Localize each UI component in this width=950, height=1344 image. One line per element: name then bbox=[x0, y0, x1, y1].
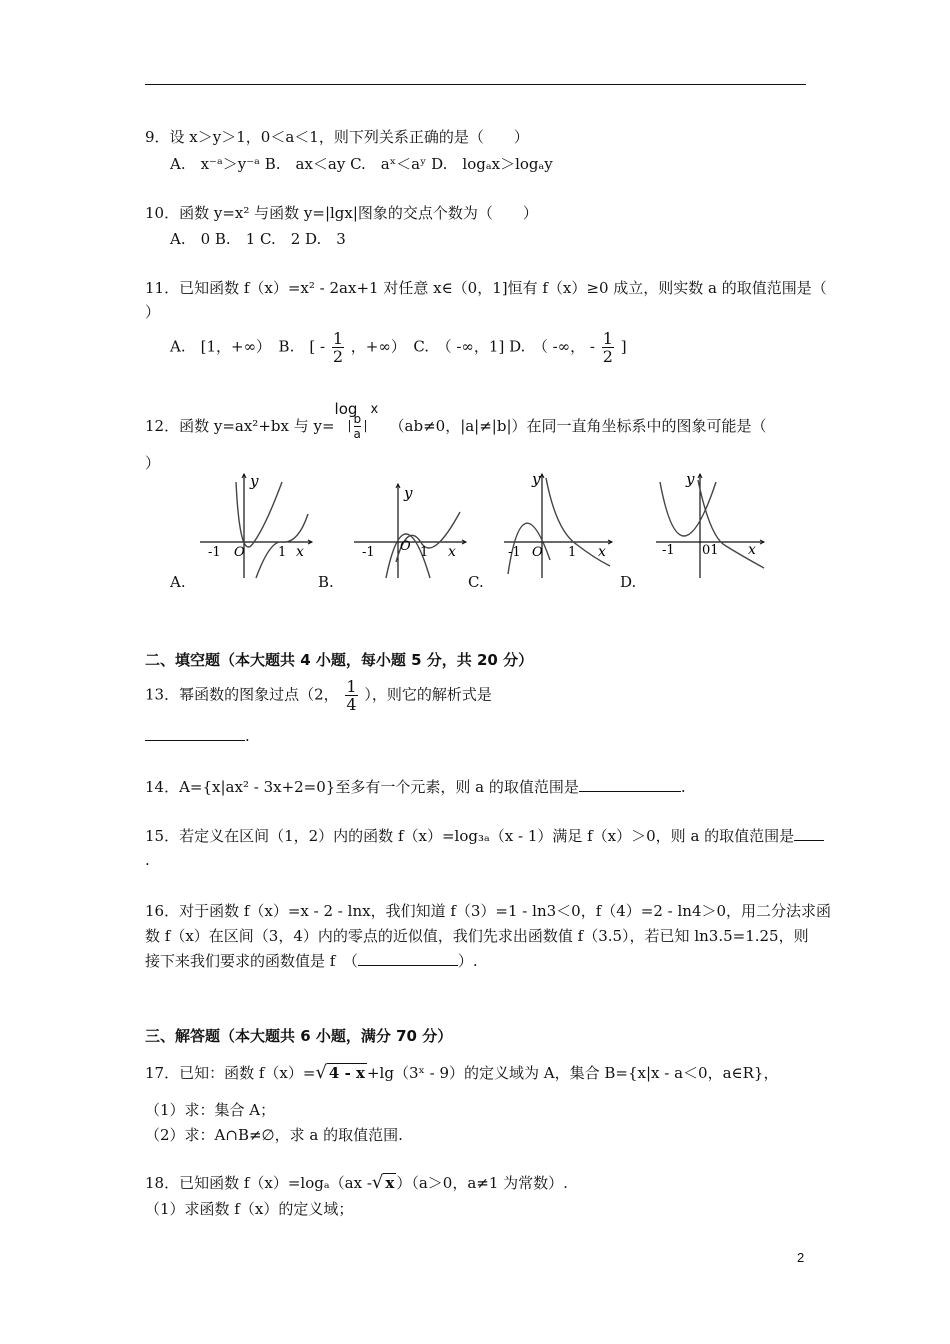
q16-blank bbox=[358, 951, 458, 966]
q17-part-2: （2）求：A∩B≠∅，求 a 的取值范围. bbox=[145, 1126, 403, 1144]
q16-line-2: 数 f（x）在区间（3，4）内的零点的近似值，我们先求出函数值 f（3.5），若已知 ln3.5=1.25，则 bbox=[145, 927, 809, 945]
label-x: x bbox=[448, 544, 456, 560]
q11-half-fraction bbox=[332, 330, 344, 365]
q14-stem bbox=[145, 776, 686, 797]
log-x: x bbox=[370, 402, 379, 417]
frac-den: 2 bbox=[332, 347, 344, 366]
q18-stem-pre: 18．已知函数 f（x）=logₐ（ax - bbox=[145, 1174, 372, 1192]
tick-neg-one: -1 bbox=[362, 545, 375, 560]
q12-stem-cont: ） bbox=[145, 454, 161, 472]
q10-stem: 10．函数 y=x² 与函数 y=|lgx|图象的交点个数为（ ） bbox=[145, 204, 538, 222]
graph-d bbox=[652, 470, 772, 582]
graph-a bbox=[196, 470, 316, 582]
label-x: x bbox=[748, 542, 756, 558]
q11-opt-end: ] bbox=[620, 337, 627, 356]
label-y: y bbox=[250, 472, 259, 490]
log-text: log bbox=[334, 400, 358, 418]
frac-den: 2 bbox=[602, 347, 613, 366]
abs-bar-right: | bbox=[363, 418, 368, 432]
graph-a-label: A. bbox=[170, 573, 186, 591]
header-rule bbox=[145, 84, 806, 85]
frac-b: b bbox=[353, 412, 362, 426]
q14-text: 14．A={x|ax² - 3x+2=0}至多有一个元素，则 a 的取值范围是 bbox=[145, 778, 579, 796]
frac-num: 1 bbox=[346, 677, 357, 696]
q14-end: . bbox=[680, 778, 686, 796]
q12-stem-post: （ab≠0，|a|≠|b|）在同一直角坐标系中的图象可能是（ bbox=[389, 417, 767, 435]
frac-den: 4 bbox=[346, 695, 357, 714]
q10-options: A. 0 B. 1 C. 2 D. 3 bbox=[170, 230, 346, 248]
tick-neg-one: -1 bbox=[208, 545, 221, 560]
label-y: y bbox=[404, 484, 413, 502]
frac-num: 1 bbox=[332, 329, 344, 348]
q11-half-fraction-2 bbox=[602, 330, 614, 365]
q11-stem-cont: ） bbox=[145, 303, 161, 321]
q17-sqrt-radicand: 4 - x bbox=[328, 1064, 365, 1082]
label-origin: O bbox=[400, 539, 411, 554]
label-origin: O bbox=[532, 545, 543, 560]
q14-blank bbox=[579, 777, 681, 792]
tick-one: 1 bbox=[278, 545, 287, 560]
q17-stem-pre: 17．已知：函数 f（x）= bbox=[145, 1064, 316, 1082]
sqrt-sign-icon: √ bbox=[371, 1172, 384, 1193]
q15-stem bbox=[145, 825, 824, 846]
frac-num: 1 bbox=[602, 329, 613, 348]
q17-stem-post: +lg（3ˣ - 9）的定义域为 A，集合 B={x|x - a＜0，a∈R}， bbox=[366, 1064, 779, 1082]
q12-log-expression bbox=[335, 400, 390, 440]
q16-line-3 bbox=[145, 950, 478, 971]
graph-b-label: B. bbox=[318, 573, 334, 591]
parabola-curve bbox=[236, 482, 282, 547]
tick-one: 1 bbox=[568, 545, 577, 560]
tick-neg-one: -1 bbox=[662, 543, 675, 558]
q16-line-3-pre: 接下来我们要求的函数值是 f （ bbox=[145, 952, 358, 970]
q13-stem-post: ），则它的解析式是 bbox=[364, 685, 492, 704]
q11-opt-a: A. [1，+∞） B. [ - bbox=[170, 337, 326, 356]
q17-part-1: （1）求：集合 A； bbox=[145, 1101, 276, 1119]
graph-d-label: D. bbox=[620, 573, 637, 591]
q15-end: . bbox=[145, 851, 150, 869]
tick-one: 1 bbox=[420, 545, 429, 560]
q13-answer-line bbox=[145, 726, 250, 745]
q18-stem-post: ）（a＞0，a≠1 为常数）. bbox=[396, 1174, 568, 1192]
q13-end: . bbox=[245, 727, 250, 745]
frac-a: a bbox=[353, 427, 361, 441]
q17-stem bbox=[145, 1062, 778, 1083]
page-number: 2 bbox=[797, 1250, 805, 1265]
section-2-heading: 二、填空题（本大题共 4 小题，每小题 5 分，共 20 分） bbox=[145, 651, 534, 669]
q16-line-3-post: ）. bbox=[457, 952, 478, 970]
q16-line-1: 16．对于函数 f（x）=x - 2 - lnx，我们知道 f（3）=1 - ln3＜0，f（4）=2 - ln4＞0，用二分法求函 bbox=[145, 902, 832, 920]
abs-bar-left: | bbox=[347, 418, 352, 432]
tick-o-one: 01 bbox=[702, 543, 719, 558]
q13-blank bbox=[145, 726, 245, 741]
q11-options bbox=[170, 330, 627, 365]
q18-stem bbox=[145, 1172, 568, 1193]
section-3-heading: 三、解答题（本大题共 6 小题，满分 70 分） bbox=[145, 1027, 453, 1045]
q9-options: A. x⁻ᵃ＞y⁻ᵃ B. ax＜ay C. aˣ＜aʸ D. logₐx＞logₐy bbox=[170, 155, 553, 173]
label-x: x bbox=[296, 544, 304, 560]
tick-neg-one: -1 bbox=[508, 545, 521, 560]
label-y: y bbox=[532, 470, 541, 488]
q18-part-1: （1）求函数 f（x）的定义域； bbox=[145, 1200, 354, 1218]
label-origin: O bbox=[234, 545, 245, 560]
q12-stem bbox=[145, 400, 767, 440]
q12-stem-pre: 12．函数 y=ax²+bx 与 y= bbox=[145, 417, 335, 435]
q11-stem: 11．已知函数 f（x）=x² - 2ax+1 对任意 x∈（0，1]恒有 f（x）≥0 成立，则实数 a 的取值范围是（ bbox=[145, 279, 827, 297]
q15-text: 15．若定义在区间（1，2）内的函数 f（x）=log₃ₐ（x - 1）满足 f（x）＞0，则 a 的取值范围是 bbox=[145, 827, 795, 845]
q18-sqrt-radicand: x bbox=[385, 1174, 395, 1192]
graph-c-label: C. bbox=[468, 573, 484, 591]
sqrt-sign-icon: √ bbox=[315, 1062, 327, 1083]
q11-opt-b: ，+∞） C. （ -∞，1] D. （ -∞， - bbox=[350, 337, 595, 356]
label-x: x bbox=[598, 544, 606, 560]
parabola-curve bbox=[660, 482, 716, 536]
graph-c bbox=[500, 470, 620, 582]
q15-blank bbox=[794, 826, 824, 841]
q13-stem bbox=[145, 678, 492, 713]
graph-b bbox=[350, 470, 470, 582]
q13-fraction bbox=[345, 678, 357, 713]
label-y: y bbox=[686, 470, 695, 488]
q13-stem-pre: 13．幂函数的图象过点（2， bbox=[145, 685, 339, 704]
q9-stem: 9．设 x＞y＞1，0＜a＜1，则下列关系正确的是（ ） bbox=[145, 128, 529, 146]
